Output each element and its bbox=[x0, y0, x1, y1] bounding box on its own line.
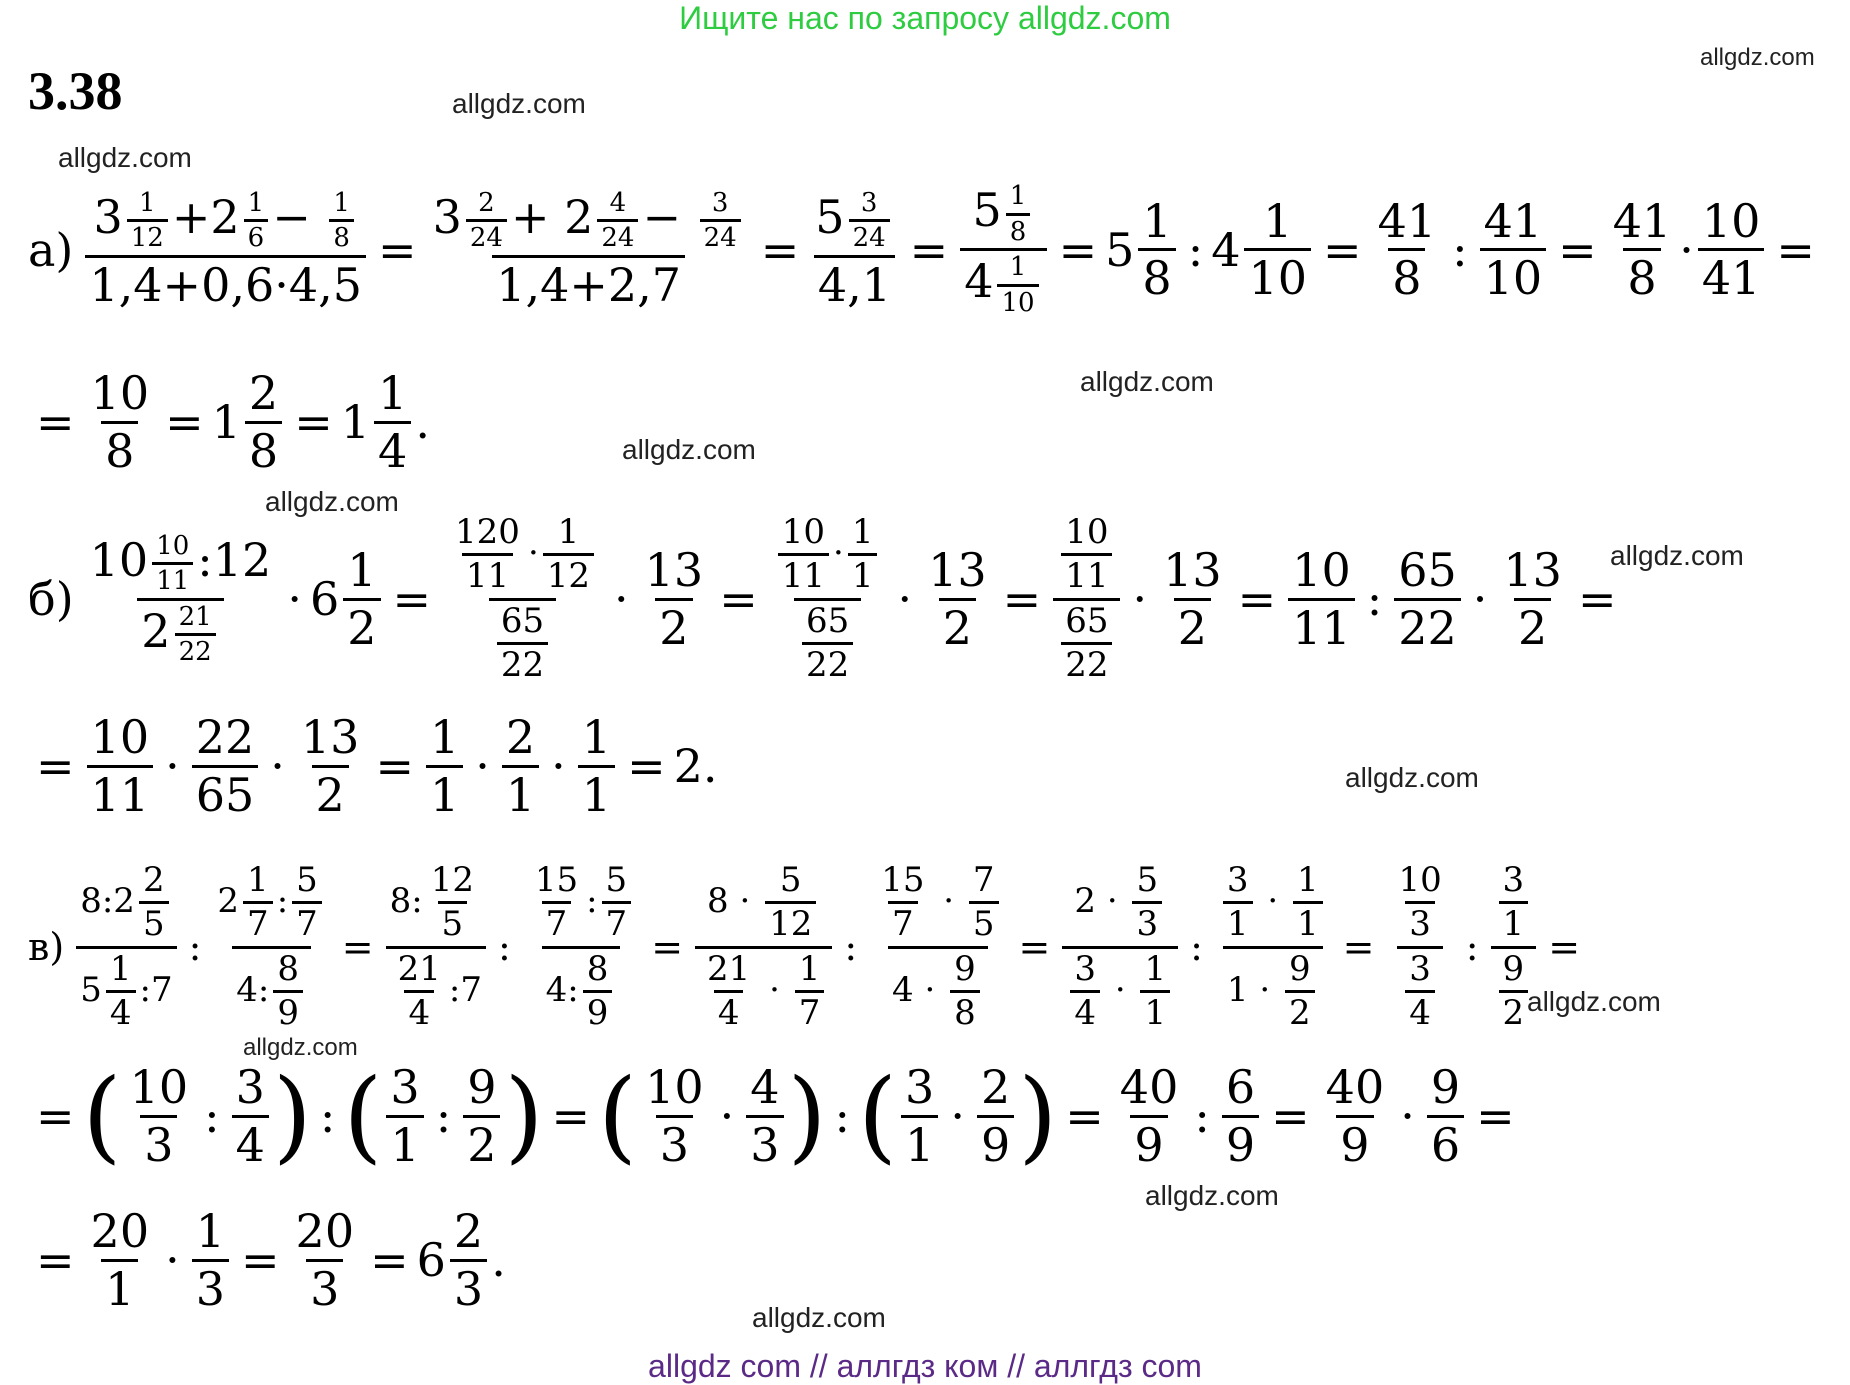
footer-links[interactable]: allgdz com // аллгдз ком // аллгдз com bbox=[648, 1348, 1202, 1384]
header-search-hint[interactable]: Ищите нас по запросу allgdz.com bbox=[679, 0, 1171, 36]
part-v-line-3: = $\frac{20}{1}$ · $\frac{1}{3}$ = $\frac{20}{3}$ = 6 2 3 . bbox=[36, 1204, 506, 1316]
fraction: 10 $\frac{10}{11}$ :12 2 $\frac{21}{22}$ bbox=[89, 530, 272, 668]
fraction: 3 $\frac{2}{24}$ + 2 $\frac{4}{24}$ − $\frac{3}{24}$ 1,4+2,7 bbox=[429, 189, 749, 311]
watermark: allgdz.com bbox=[1700, 44, 1815, 71]
fraction: $\frac{120}{11}$ · $\frac{1}{12}$ $\frac{65}{22}$ bbox=[443, 514, 602, 685]
fraction: 8: $\frac{12}{5}$ $\frac{21}{4}$ :7 bbox=[386, 862, 486, 1033]
fraction: 2 · $\frac{5}{3}$ $\frac{3}{4}$ · $\frac{1}{1}$ bbox=[1062, 862, 1178, 1033]
fraction: 3 $\frac{1}{12}$ +2 $\frac{1}{6}$ − $\frac{1}{8}$ 1,4+0,6·4,5 bbox=[85, 189, 366, 311]
fraction: 5 $\frac{3}{24}$ 4,1 bbox=[811, 189, 897, 311]
fraction: $\frac{10}{11}$ · $\frac{1}{1}$ $\frac{65}{22}$ bbox=[770, 514, 886, 685]
fraction: 8 · $\frac{5}{12}$ $\frac{21}{4}$ · $\frac{1}{7}$ bbox=[695, 862, 832, 1033]
fraction: $\frac{\frac{10}{3}}{\frac{3}{4}}$ bbox=[1398, 860, 1442, 1034]
part-b-line-1: б) 10 $\frac{10}{11}$ :12 2 $\frac{21}{22}$ · 6 $\frac{1}{2}$ = $\frac{120}{11}$ · $\frac{1}{12}$ $\frac{65}{22}$ · $\frac{13}{2}$ = $\frac{10}{11}$ · $\frac{1}{1}$ $\frac{65}{22}$ · $\frac{13}{2}$ = $\frac{\frac{10}{11}}{\frac{65}{22}}$ · $\frac{13}{2}$ = $\frac{10}{11}$ : 65 22 · $\frac{13}{2}$ = bbox=[28, 512, 1617, 686]
problem-number: 3.38 bbox=[28, 61, 123, 121]
watermark: allgdz.com bbox=[622, 434, 756, 465]
watermark: allgdz.com bbox=[1527, 986, 1661, 1017]
fraction: $\frac{15}{7}$ · $\frac{7}{5}$ 4 · $\frac{9}{8}$ bbox=[869, 862, 1006, 1033]
part-a-label: а) bbox=[28, 222, 74, 277]
watermark: allgdz.com bbox=[1345, 762, 1479, 793]
watermark: allgdz.com bbox=[752, 1302, 886, 1333]
watermark: allgdz.com bbox=[452, 88, 586, 119]
part-v-label: в) bbox=[28, 925, 65, 970]
watermark: allgdz.com bbox=[58, 142, 192, 173]
part-b-line-2: = $\frac{10}{11}$ · 22 65 · $\frac{13}{2}$ = $\frac{1}{1}$ · 2 1 · $\frac{1}{1}$ = 2. bbox=[36, 710, 718, 822]
part-v-line-2: = ( 10 3 : 3 4 ) : ( 3 1 : 9 2 ) = ( 10 3 · 4 3 ) : ( 3 1 · 2 9 ) = $\frac{40}{9}$ : $\frac{6}{9}$ = $\frac{40}{9}$ · $\frac{9}{6}$ = bbox=[36, 1057, 1515, 1175]
watermark: allgdz.com bbox=[1080, 366, 1214, 397]
part-a-line-1: а) 3 $\frac{1}{12}$ +2 $\frac{1}{6}$ − $\frac{1}{8}$ 1,4+0,6·4,5 = 3 $\frac{2}{24}$ + 2 $\frac{4}{24}$ − $\frac{3}{24}$ 1,4+2,7 = 5 $\frac{3}{24}$ 4,1 = 5 $\frac{1}{8}$ 4 $\frac{1}{10}$ = 5 1 8 : 4 $\frac{1}{10}$ = $\frac{41}{8}$ : $\frac{41}{10}$ = $\frac{41}{8}$ · $\frac{10}{41}$ = bbox=[28, 181, 1815, 318]
watermark: allgdz.com bbox=[1610, 540, 1744, 571]
fraction: $\frac{15}{7}$ : $\frac{5}{7}$ 4: $\frac{8}{9}$ bbox=[523, 862, 639, 1033]
fraction: 2 $\frac{1}{7}$ : $\frac{5}{7}$ 4: $\frac{8}{9}$ bbox=[213, 862, 329, 1033]
part-a-line-2: = $\frac{10}{8}$ = 1 $\frac{2}{8}$ = 1 1 4 . bbox=[36, 366, 430, 478]
watermark: allgdz.com bbox=[243, 1034, 358, 1061]
fraction: $\frac{\frac{3}{1}}{\frac{9}{2}}$ bbox=[1491, 862, 1537, 1033]
fraction: $\frac{\frac{10}{11}}{\frac{65}{22}}$ bbox=[1053, 514, 1120, 685]
part-b-label: б) bbox=[28, 572, 74, 627]
watermark: allgdz.com bbox=[265, 486, 399, 517]
part-v-line-1: в) 8:2 $\frac{2}{5}$ 5 $\frac{1}{4}$ :7 : 2 $\frac{1}{7}$ : $\frac{5}{7}$ 4: $\frac{8}{9}$ = 8: $\frac{12}{5}$ $\frac{21}{4}$ :7 : $\frac{15}{7}$ : $\frac{5}{7}$ 4: $\frac{8}{9}$ = 8 · $\frac{5}{12}$ $\frac{21}{4}$ · $\frac{1}{7}$ : $\frac{15}{7}$ · $\frac{7}{5}$ 4 · $\frac{9}{8}$ = 2 · $\frac{5}{3}$ $\frac{3}{4}$ · $\frac{1}{1}$ : $\frac{3}{1}$ · $\frac{1}{1}$ 1 · $\frac{9}{2}$ = $\frac{\frac{10}{3}}{\frac{3}{4}}$ : $\frac{\frac{3}{1}}{\frac{9}{2}}$ = bbox=[28, 860, 1581, 1034]
fraction: $\frac{3}{1}$ · $\frac{1}{1}$ 1 · $\frac{9}{2}$ bbox=[1215, 862, 1331, 1033]
fraction: 5 $\frac{1}{8}$ 4 $\frac{1}{10}$ bbox=[960, 182, 1046, 317]
watermark: allgdz.com bbox=[1145, 1180, 1279, 1211]
fraction: 8:2 $\frac{2}{5}$ 5 $\frac{1}{4}$ :7 bbox=[76, 862, 176, 1033]
